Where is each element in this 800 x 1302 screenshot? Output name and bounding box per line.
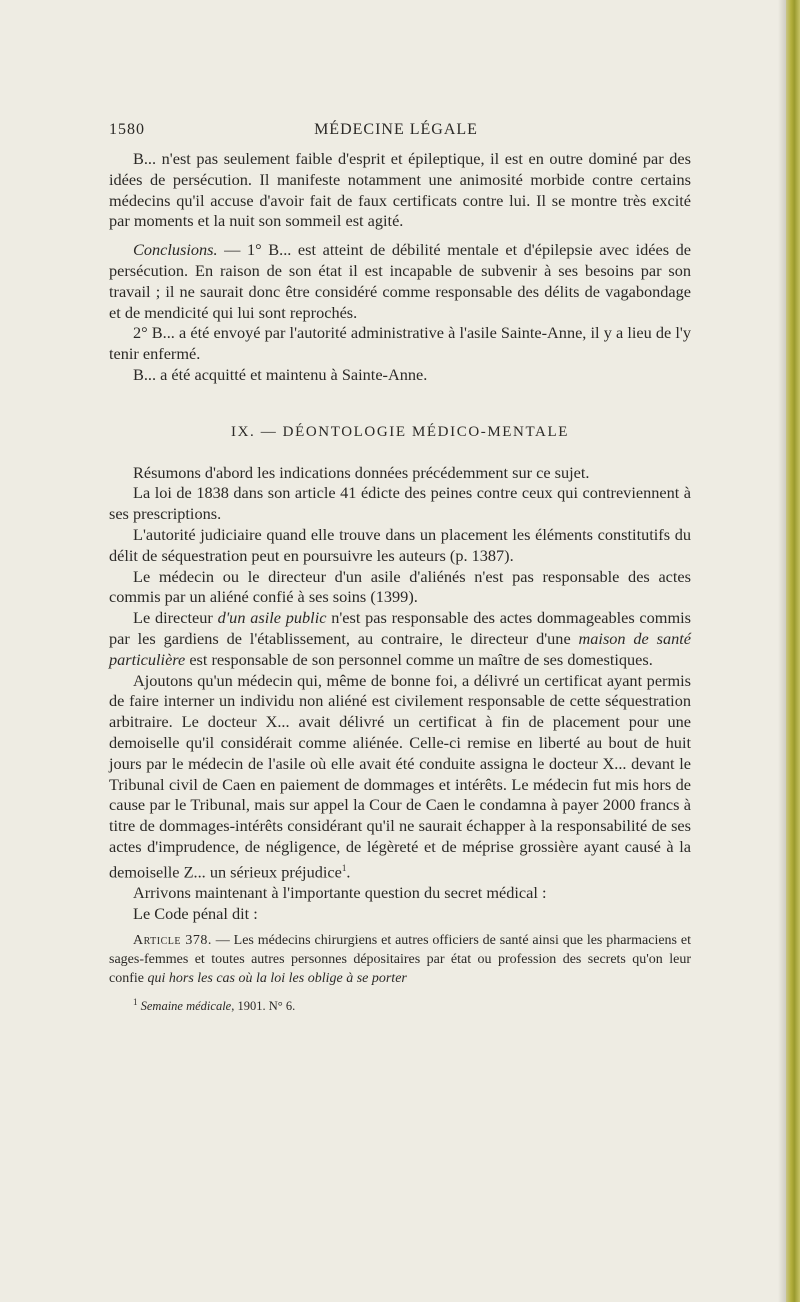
text-run: est responsable de son personnel comme un maître de ses domestiques. bbox=[185, 649, 653, 669]
text-run: . bbox=[346, 862, 351, 882]
page-edge-shadow bbox=[778, 0, 786, 1302]
paragraph-summary: Résumons d'abord les indications données précédemment sur ce sujet. bbox=[133, 462, 590, 482]
paragraph-director-liability bbox=[109, 608, 691, 670]
conclusions-label: Conclusions. bbox=[133, 240, 218, 260]
footnote-source: Semaine médicale bbox=[140, 998, 232, 1013]
article-text: — Les médecins chirurgiens et autres officiers de santé ainsi que les pharmaciens et sages-femmes et toutes autres personnes dépositaires par état ou profession des secrets qu'on leur confie bbox=[109, 932, 691, 986]
emphasis-private-house: maison de santé particulière bbox=[109, 628, 691, 669]
paragraph-medical-secret: Arrivons maintenant à l'importante question du secret médical : bbox=[133, 882, 547, 902]
paragraph-penal-code: Le Code pénal dit : bbox=[133, 903, 258, 923]
footnote-mark: 1 bbox=[133, 996, 138, 1007]
paragraph-conclusions bbox=[109, 240, 691, 323]
book-edge bbox=[786, 0, 800, 1302]
footnote bbox=[109, 994, 691, 1014]
article-378 bbox=[109, 931, 691, 988]
paragraph-physician-liability: Le médecin ou le directeur d'un asile d'aliénés n'est pas responsable des actes commis par un aliéné confié à ses soins (1399). bbox=[109, 566, 691, 607]
paragraph-judicial-authority: L'autorité judiciaire quand elle trouve dans un placement les éléments constitutifs du délit de séquestration peut en poursuivre les auteurs (p. 1387). bbox=[109, 524, 691, 565]
text-run: n'est pas responsable des actes dommageables commis par les gardiens de l'établissement, au contraire, le directeur d'une bbox=[109, 608, 691, 648]
article-label: Article 378. bbox=[133, 932, 212, 948]
footnote-text: , 1901. N° 6. bbox=[231, 998, 296, 1013]
text-run: Le directeur bbox=[133, 608, 218, 628]
emphasis-public-asylum: d'un asile public bbox=[217, 608, 327, 628]
paragraph-caen-case bbox=[109, 671, 691, 883]
paragraph-acquitted: B... a été acquitté et maintenu à Sainte-Anne. bbox=[133, 364, 428, 384]
section-title: IX. — DÉONTOLOGIE MÉDICO-MENTALE bbox=[230, 423, 569, 440]
paragraph-law-1838: La loi de 1838 dans son article 41 édicte des peines contre ceux qui contreviennent à ses prescriptions. bbox=[109, 483, 691, 524]
page-body bbox=[109, 149, 691, 1014]
paragraph-case-description: B... n'est pas seulement faible d'esprit et épileptique, il est en outre dominé par des idées de persécution. Il manifeste notamment une animosité morbide contre certains médecins qu'il accuse d'avoir fait de faux certificats contre lui. Il se montre très excité par moments et la nuit son sommeil est agité. bbox=[109, 149, 691, 231]
running-title: MÉDECINE LÉGALE bbox=[314, 121, 478, 138]
page-number: 1580 bbox=[109, 121, 145, 138]
article-emphasis: qui hors les cas où la loi les oblige à se porter bbox=[147, 970, 407, 986]
text-run: Ajoutons qu'un médecin qui, même de bonne foi, a délivré un certificat ayant permis de faire interner un individu non aliéné est civilement responsable de cette séquestration arbitraire. Le docteur X... avait délivré un certificat à fin de placement pour une demoiselle qu'il considérait comme aliénée. Celle-ci remise en liberté au bout de huit jours par le médecin de l'asile où elle avait été conduite assigna le docteur X... devant le Tribunal civil de Caen en paiement de dommages et intérêts. Le médecin fut mis hors de cause par le Tribunal, mais sur appel la Cour de Caen le condamna à payer 2000 francs à titre de dommages-intérêts considérant qu'il ne saurait échapper à la responsabilité de ses actes d'imprudence, de négligence, de légèreté et de méprise grossière ayant causé à la demoiselle Z... un sérieux préjudice bbox=[109, 670, 691, 882]
footnote-reference: 1 bbox=[341, 862, 347, 873]
paragraph-conclusion-2: 2° B... a été envoyé par l'autorité administrative à l'asile Sainte-Anne, il y a lieu de l'y tenir enfermé. bbox=[109, 323, 691, 364]
conclusions-text: — 1° B... est atteint de débilité mentale et d'épilepsie avec idées de persécution. En raison de son état il est incapable de subvenir à ses besoins par son travail ; il ne saurait donc être considéré comme responsable des délits de vagabondage et de mendicité qui lui sont reprochés. bbox=[109, 240, 691, 322]
